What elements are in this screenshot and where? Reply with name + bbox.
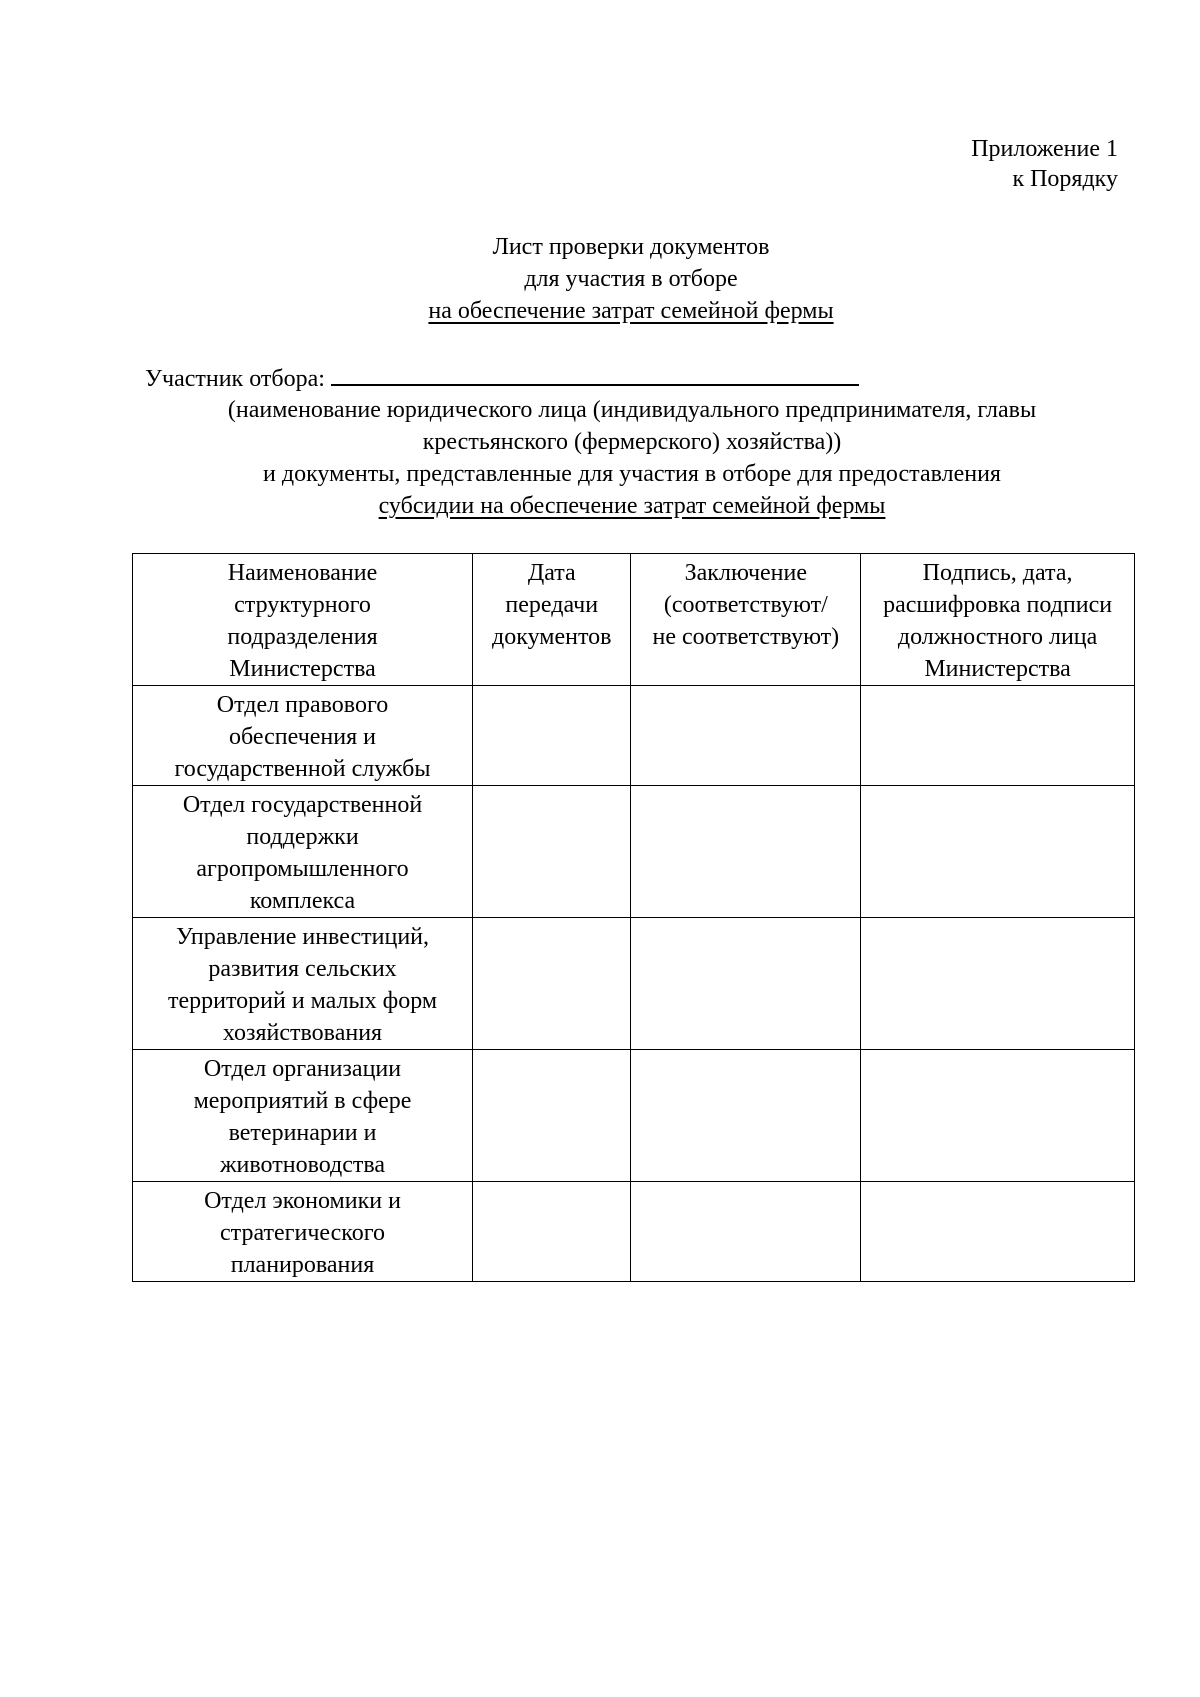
table-row	[133, 918, 1135, 1050]
participant-line	[145, 360, 859, 395]
conclusion-cell[interactable]	[631, 686, 861, 786]
title-line-3: на обеспечение затрат семейной фермы	[428, 298, 834, 324]
participant-note	[130, 394, 1134, 522]
conclusion-cell[interactable]	[631, 786, 861, 918]
participant-blank-field[interactable]	[331, 360, 859, 386]
table-row	[133, 1182, 1135, 1282]
title-line-1: Лист проверки документов	[492, 234, 770, 260]
conclusion-cell[interactable]	[631, 1050, 861, 1182]
signature-cell[interactable]	[861, 686, 1135, 786]
signature-cell[interactable]	[861, 786, 1135, 918]
conclusion-cell[interactable]	[631, 1182, 861, 1282]
participant-label: Участник отбора:	[145, 366, 325, 392]
participant-note-line-1: (наименование юридического лица (индивидуального предпринимателя, главы	[227, 397, 1037, 423]
header-transfer-date: Дата передачи документов	[473, 554, 631, 686]
department-name: Отдел правового обеспечения и государственной службы	[133, 686, 473, 786]
signature-cell[interactable]	[861, 1182, 1135, 1282]
participant-note-line-4: субсидии на обеспечение затрат семейной фермы	[378, 493, 886, 519]
transfer-date-cell[interactable]	[473, 1182, 631, 1282]
header-signature: Подпись, дата, расшифровка подписи должностного лица Министерства	[861, 554, 1135, 686]
department-name: Отдел государственной поддержки агропромышленного комплекса	[133, 786, 473, 918]
table-row	[133, 686, 1135, 786]
document-title	[0, 231, 1200, 327]
transfer-date-cell[interactable]	[473, 1050, 631, 1182]
department-name: Отдел организации мероприятий в сфере ветеринарии и животноводства	[133, 1050, 473, 1182]
appendix-reference	[971, 134, 1118, 194]
title-line-2: для участия в отборе	[524, 266, 738, 292]
transfer-date-cell[interactable]	[473, 918, 631, 1050]
conclusion-cell[interactable]	[631, 918, 861, 1050]
table-row	[133, 1050, 1135, 1182]
header-conclusion: Заключение (соответствуют/ не соответствуют)	[631, 554, 861, 686]
participant-note-line-2: крестьянского (фермерского) хозяйства))	[422, 429, 842, 455]
document-check-table	[132, 553, 1135, 1282]
transfer-date-cell[interactable]	[473, 786, 631, 918]
table-header-row	[133, 554, 1135, 686]
participant-note-line-3: и документы, представленные для участия в отборе для предоставления	[263, 461, 1001, 487]
appendix-line-2: к Порядку	[1012, 166, 1118, 192]
signature-cell[interactable]	[861, 1050, 1135, 1182]
table-row	[133, 786, 1135, 918]
appendix-line-1: Приложение 1	[971, 136, 1118, 162]
signature-cell[interactable]	[861, 918, 1135, 1050]
department-name: Отдел экономики и стратегического планирования	[133, 1182, 473, 1282]
transfer-date-cell[interactable]	[473, 686, 631, 786]
header-department: Наименование структурного подразделения Министерства	[133, 554, 473, 686]
department-name: Управление инвестиций, развития сельских территорий и малых форм хозяйствования	[133, 918, 473, 1050]
